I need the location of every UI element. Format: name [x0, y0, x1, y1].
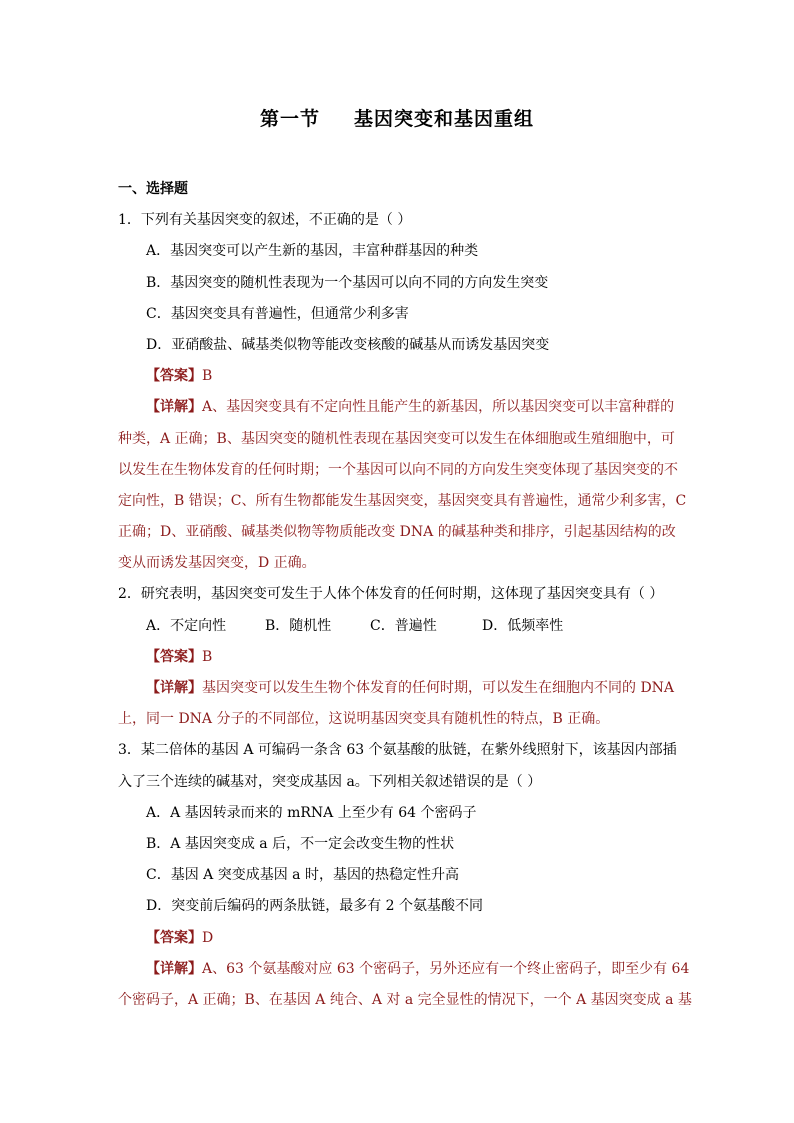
q1-answer-value: B	[202, 368, 213, 385]
explain-tag: 【详解】	[146, 399, 202, 416]
q1-explanation-line	[118, 392, 684, 423]
q1-explanation-line: 变从而诱发基因突变，D 正确。	[118, 555, 316, 572]
q1-explanation-text: A、基因突变具有不定向性且能产生的新基因，所以基因突变可以丰富种群的	[202, 399, 675, 416]
q3-stem: 入了三个连续的碱基对，突变成基因 a。下列相关叙述错误的是（ ）	[118, 773, 542, 790]
q3-answer-value: D	[202, 929, 214, 946]
q3-option-c: C．基因 A 突变成基因 a 时，基因的热稳定性升高	[146, 867, 459, 884]
q3-option-b: B．A 基因突变成 a 后，不一定会改变生物的性状	[146, 835, 455, 852]
q2-option-d: D．低频率性	[482, 617, 564, 634]
q3-explanation-line: 个密码子，A 正确；B、在基因 A 纯合、A 对 a 完全显性的情况下，一个 A 基因突变成 a 基	[118, 991, 692, 1008]
q1-option-d: D．亚硝酸盐、碱基类似物等能改变核酸的碱基从而诱发基因突变	[146, 336, 550, 353]
q2-stem: 2．研究表明，基因突变可发生于人体个体发育的任何时期，这体现了基因突变具有（ ）	[118, 586, 664, 603]
q1-answer	[118, 361, 684, 392]
q2-answer	[118, 642, 684, 673]
document-body	[118, 174, 692, 1016]
q1-option-a: A．基因突变可以产生新的基因，丰富种群基因的种类	[146, 243, 479, 260]
title-text: 基因突变和基因重组	[354, 108, 535, 130]
q1-option-c: C．基因突变具有普遍性，但通常少利多害	[146, 305, 409, 322]
q2-option-b: B．随机性	[265, 617, 332, 634]
q2-option-c: C．普遍性	[370, 617, 437, 634]
page-title	[0, 104, 794, 131]
q2-answer-value: B	[202, 648, 213, 665]
q1-explanation-line: 种类，A 正确；B、基因突变的随机性表现在基因突变可以发生在体细胞或生殖细胞中，可	[118, 430, 675, 447]
q3-stem: 3．某二倍体的基因 A 可编码一条含 63 个氨基酸的肽链，在紫外线照射下，该基因内部插	[118, 742, 677, 759]
q1-option-b: B．基因突变的随机性表现为一个基因可以向不同的方向发生突变	[146, 274, 549, 291]
q2-options-row	[118, 611, 684, 642]
explain-tag: 【详解】	[146, 960, 202, 977]
q1-explanation-line: 正确；D、亚硝酸、碱基类似物等物质能改变 DNA 的碱基种类和排序，引起基因结构的改	[118, 524, 676, 541]
title-section-number: 第一节	[259, 108, 320, 130]
q2-option-a: A．不定向性	[146, 617, 227, 634]
section-heading: 一、选择题	[118, 181, 188, 197]
q3-option-a: A．A 基因转录而来的 mRNA 上至少有 64 个密码子	[146, 804, 477, 821]
answer-tag: 【答案】	[146, 648, 202, 665]
answer-tag: 【答案】	[146, 368, 202, 385]
q2-explanation-line: 上，同一 DNA 分子的不同部位，这说明基因突变具有随机性的特点，B 正确。	[118, 711, 610, 728]
q1-explanation-line: 定向性，B 错误；C、所有生物都能发生基因突变，基因突变具有普遍性，通常少利多害，C	[118, 492, 687, 509]
q3-option-d: D．突变前后编码的两条肽链，最多有 2 个氨基酸不同	[146, 898, 484, 915]
answer-tag: 【答案】	[146, 929, 202, 946]
explain-tag: 【详解】	[146, 680, 202, 696]
q3-explanation-line	[118, 954, 690, 985]
q2-explanation-text: 基因突变可以发生生物个体发育的任何时期，可以发生在细胞内不同的 DNA	[202, 680, 675, 696]
q2-explanation-line	[118, 673, 684, 704]
q3-answer	[118, 923, 684, 954]
q1-explanation-line: 以发生在生物体发育的任何时期；一个基因可以向不同的方向发生突变体现了基因突变的不	[118, 461, 678, 478]
q3-explanation-text: A、63 个氨基酸对应 63 个密码子，另外还应有一个终止密码子，即至少有 64	[202, 960, 690, 977]
q1-stem: 1．下列有关基因突变的叙述，不正确的是（ ）	[118, 212, 412, 229]
